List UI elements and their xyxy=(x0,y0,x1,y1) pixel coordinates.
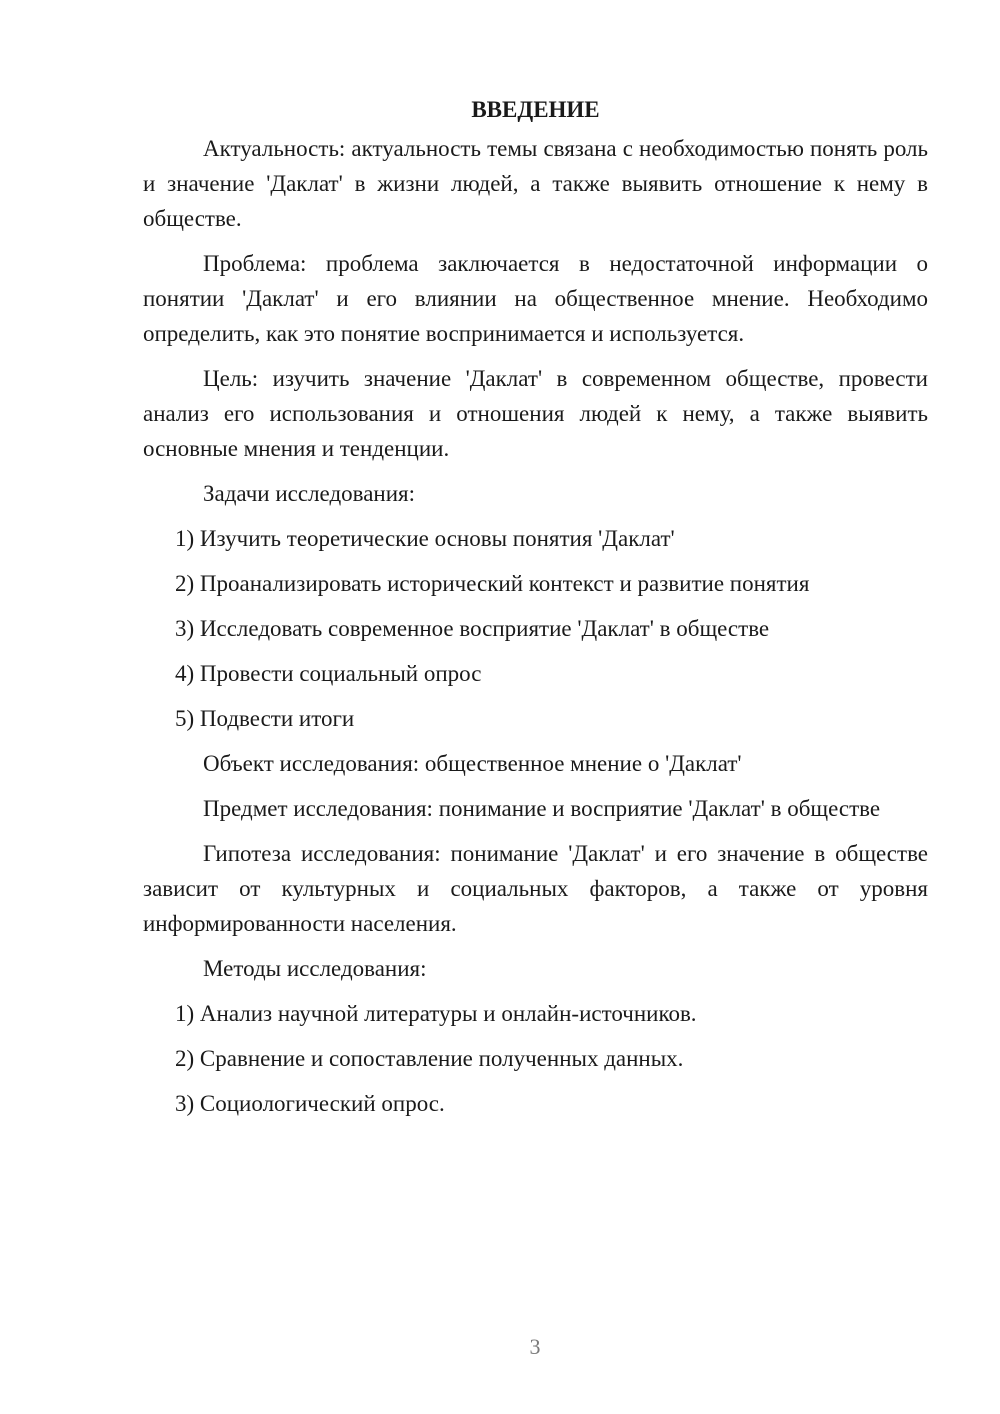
goal-paragraph: Цель: изучить значение 'Даклат' в современном обществе, провести анализ его использования и отношения людей к нему, а также выявить основные мнения и тенденции. xyxy=(143,366,928,461)
subject-paragraph: Предмет исследования: понимание и восприятие 'Даклат' в обществе xyxy=(203,796,881,821)
list-item: 2) Сравнение и сопоставление полученных данных. xyxy=(175,1046,684,1071)
hypothesis-paragraph: Гипотеза исследования: понимание 'Даклат' и его значение в обществе зависит от культурных и социальных факторов, а также от уровня информированности населения. xyxy=(143,841,928,936)
object-line: Объект исследования: общественное мнение о 'Даклат' xyxy=(203,751,742,776)
relevance-paragraph: Актуальность: актуальность темы связана с необходимостью понять роль и значение 'Даклат' в жизни людей, а также выявить отношение к нему в обществе. xyxy=(143,136,928,231)
tasks-heading: Задачи исследования: xyxy=(203,481,416,506)
list-item: 3) Исследовать современное восприятие 'Даклат' в обществе xyxy=(175,616,770,641)
list-item: 2) Проанализировать исторический контекст и развитие понятия xyxy=(175,571,810,596)
list-item: 1) Анализ научной литературы и онлайн-источников. xyxy=(175,1001,697,1026)
page-number: 3 xyxy=(529,1334,541,1359)
methods-heading: Методы исследования: xyxy=(203,956,427,981)
list-item: 5) Подвести итоги xyxy=(175,706,355,731)
problem-paragraph: Проблема: проблема заключается в недостаточной информации о понятии 'Даклат' и его влиянии на общественное мнение. Необходимо определить, как это понятие воспринимается и используется. xyxy=(143,251,928,346)
tasks-list xyxy=(143,521,928,736)
methods-list xyxy=(143,996,928,1121)
section-title: ВВЕДЕНИЕ xyxy=(471,97,600,122)
list-item: 4) Провести социальный опрос xyxy=(175,661,482,686)
list-item: 3) Социологический опрос. xyxy=(175,1091,445,1116)
list-item: 1) Изучить теоретические основы понятия 'Даклат' xyxy=(175,526,675,551)
document-body xyxy=(143,92,928,1131)
